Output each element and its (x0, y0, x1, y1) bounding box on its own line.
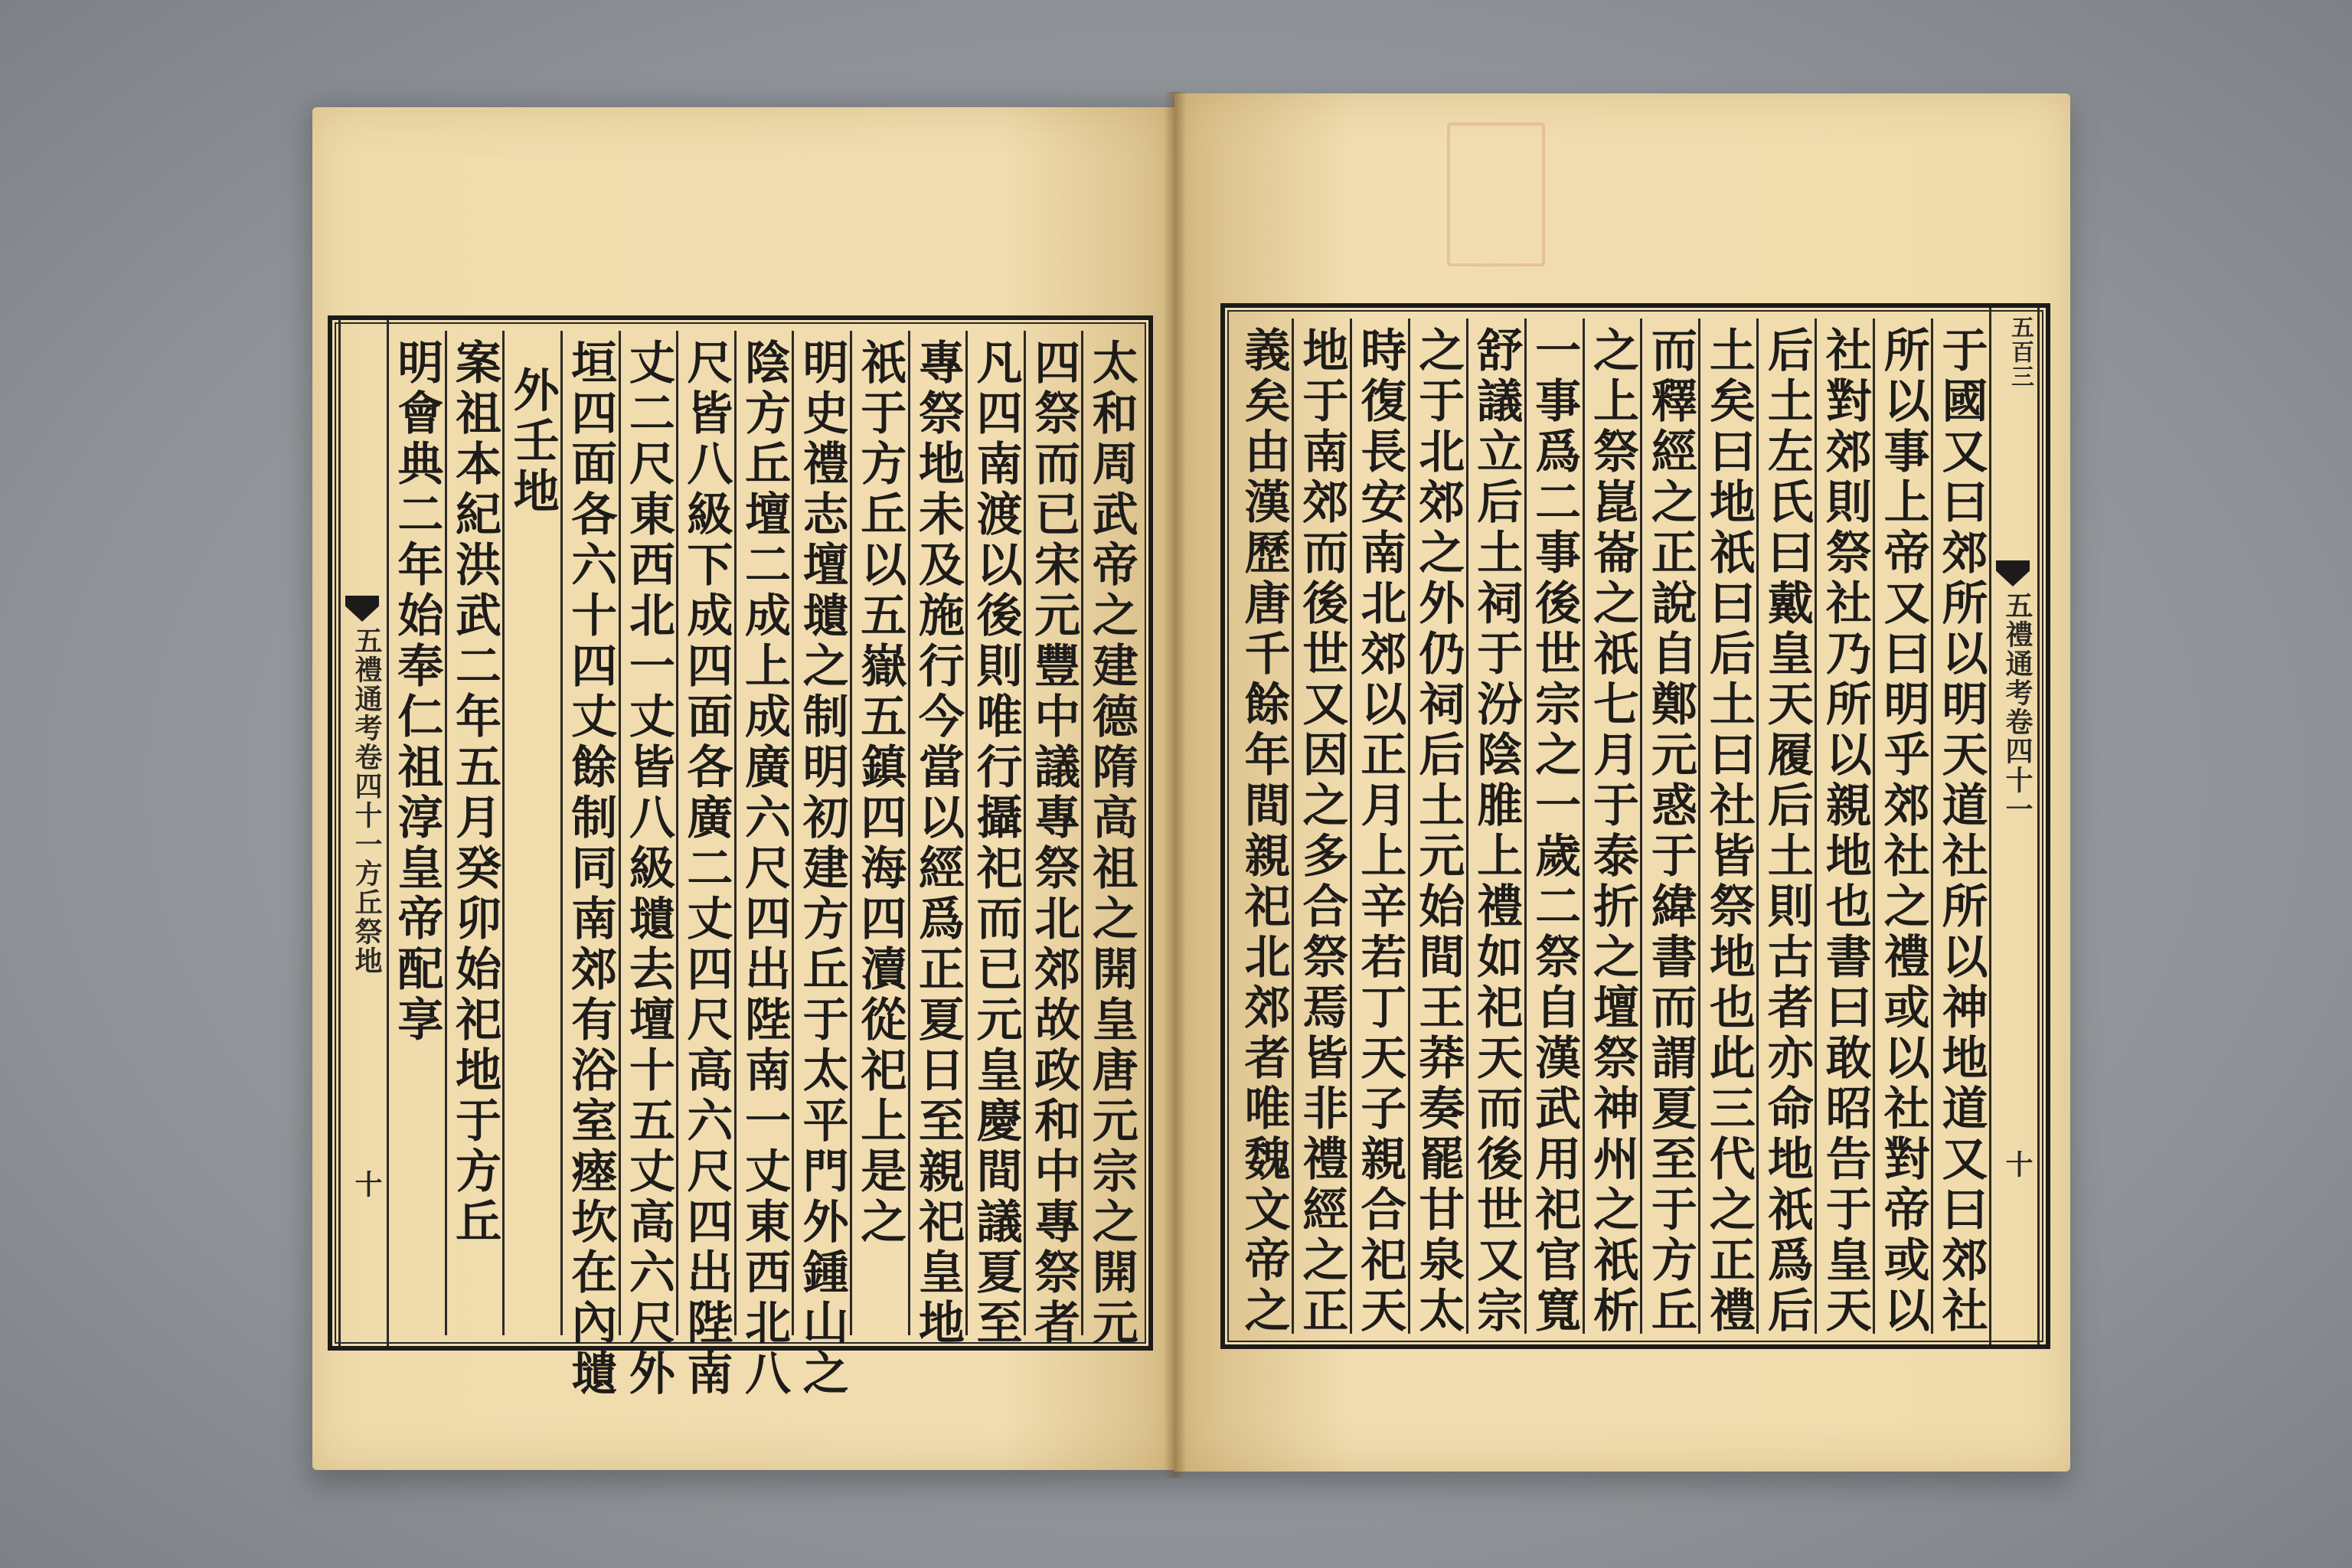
text-column (676, 331, 734, 1400)
right-text-frame (1220, 303, 2050, 1349)
column-text: 所以事上帝又曰明乎郊社之禮或以社對帝或以 (1876, 326, 1930, 1337)
text-column (908, 331, 966, 1349)
text-column (1640, 318, 1698, 1337)
right-fold-strip (1989, 308, 2040, 1344)
column-text: 祇于方丘以五嶽五鎮四海四瀆從祀上是之 (853, 338, 907, 1248)
text-column (560, 331, 619, 1400)
left-folio-number: 十 (351, 1170, 383, 1199)
column-text: 四祭而已宋元豐中議專祭北郊故政和中專祭者 (1027, 338, 1081, 1349)
column-text: 外壬地 (505, 366, 560, 518)
column-text: 地于南郊而後世又因之多合祭焉皆非禮經之正 (1295, 326, 1349, 1337)
text-column (389, 331, 445, 1335)
column-text: 明史禮志壇壝之制明初建方丘于太平門外鍾山之 (795, 338, 849, 1400)
text-column (1524, 318, 1583, 1337)
text-column (1292, 318, 1350, 1337)
text-column (792, 331, 850, 1400)
right-text-columns (1236, 318, 1989, 1337)
text-column (502, 331, 560, 1335)
column-text: 一事爲二事後世宗之一歲二祭自漢武用祀官寬 (1527, 326, 1582, 1337)
column-text: 專祭地未及施行今當以經爲正夏日至親祀皇地 (910, 338, 965, 1349)
fishtail-mark (345, 596, 379, 622)
left-fold-strip (338, 320, 389, 1346)
text-column (1873, 318, 1931, 1337)
column-text: 之上祭崑崙之祇七月于泰折之壇祭神州之祇析 (1586, 326, 1639, 1337)
text-column (1815, 318, 1873, 1337)
fishtail-mark (1996, 560, 2030, 586)
right-page-number: 五百三 (2007, 315, 2034, 389)
left-fold-title: 五禮通考卷四十一方丘祭地 (351, 626, 383, 975)
text-column (850, 331, 908, 1335)
column-text: 義矣由漢歷唐千餘年間親祀北郊者唯魏文帝之 (1236, 326, 1291, 1337)
column-text: 而釋經之正說自鄭元惑于緯書而謂夏至于方丘 (1643, 326, 1697, 1337)
column-text: 太和周武帝之建德隋高祖之開皇唐元宗之開元 (1084, 338, 1138, 1349)
text-column (619, 331, 677, 1400)
column-text: 案祖本紀洪武二年五月癸卯始祀地于方丘 (447, 338, 501, 1248)
text-column (1081, 331, 1139, 1349)
right-folio-number: 十 (2001, 1150, 2034, 1179)
column-text: 于國又曰郊所以明天道社所以神地道又曰郊社 (1934, 326, 1988, 1337)
column-text: 陰方丘壇二成上成廣六尺四出陛南一丈東西北八 (737, 338, 792, 1400)
text-column (965, 331, 1024, 1349)
text-column (734, 331, 792, 1400)
column-text: 時復長安南北郊以正月上辛若丁天子親合祀天 (1353, 326, 1407, 1337)
faded-seal-stamp (1447, 122, 1545, 266)
column-text: 凡四南渡以後則唯行攝祀而已元皇慶間議夏至 (969, 338, 1023, 1349)
left-text-columns (389, 331, 1139, 1400)
left-text-frame (328, 315, 1153, 1400)
text-column (1024, 331, 1082, 1349)
column-text: 明會典二年始奉仁祖淳皇帝配享 (390, 338, 444, 1046)
text-column (1350, 318, 1408, 1337)
text-column (1698, 318, 1756, 1337)
column-text: 土矣曰地祇曰后土曰社皆祭地也此三代之正禮 (1701, 326, 1756, 1337)
book-spine (1164, 92, 1187, 1478)
column-text: 之于北郊之外仍祠后土元始間王莽奏罷甘泉太 (1411, 326, 1465, 1337)
text-column (1756, 318, 1815, 1337)
text-column (1931, 318, 1989, 1337)
column-text: 社對郊則祭社乃所以親地也書曰敢昭告于皇天 (1818, 326, 1872, 1337)
column-text: 后土左氏曰戴皇天履后土則古者亦命地祇爲后 (1759, 326, 1814, 1337)
text-column (1466, 318, 1524, 1337)
text-column (1408, 318, 1466, 1337)
column-text: 舒議立后土祠于汾陰脽上禮如祀天而後世又宗 (1469, 326, 1524, 1337)
text-column (1236, 318, 1292, 1337)
column-text: 垣四面各六十四丈餘制同南郊有浴室瘞坎在內壝 (564, 338, 618, 1400)
text-column (1583, 318, 1641, 1337)
column-text: 尺皆八級下成四面各廣二丈四尺高六尺四出陛南 (679, 338, 733, 1400)
column-text: 丈二尺東西北一丈皆八級壝去壇十五丈高六尺外 (621, 338, 675, 1400)
right-fold-title: 五禮通考卷四十一 (2001, 591, 2034, 824)
text-column (445, 331, 503, 1335)
